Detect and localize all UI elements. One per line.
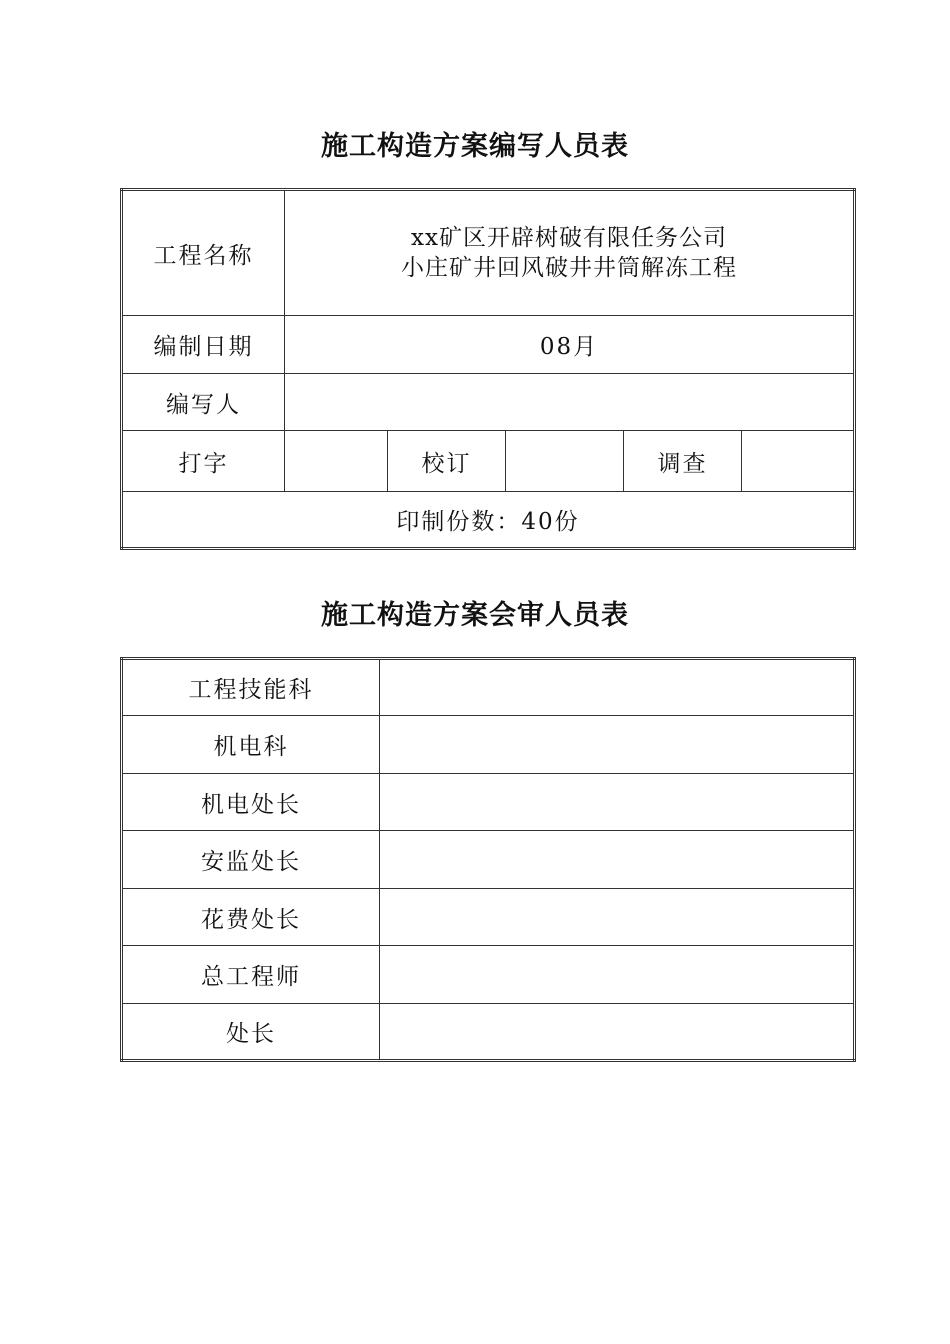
review-row-value[interactable] bbox=[380, 659, 855, 716]
review-row-label: 安监处长 bbox=[122, 831, 380, 889]
print-copies: 印制份数：40份 bbox=[122, 492, 855, 549]
review-row-label: 花费处长 bbox=[122, 889, 380, 946]
survey-value[interactable] bbox=[742, 431, 855, 492]
review-row-value[interactable] bbox=[380, 774, 855, 831]
form1-title: 施工构造方案编写人员表 bbox=[321, 131, 629, 162]
project-name-line1: xx矿区开辟树破有限任务公司 bbox=[411, 225, 727, 251]
survey-label: 调查 bbox=[624, 431, 742, 492]
compilation-personnel-table bbox=[120, 188, 856, 550]
typing-label: 打字 bbox=[122, 431, 285, 492]
project-name-cell[interactable] bbox=[285, 190, 855, 316]
proofread-value[interactable] bbox=[506, 431, 624, 492]
form2-title: 施工构造方案会审人员表 bbox=[321, 600, 629, 631]
writer-label: 编写人 bbox=[122, 374, 285, 431]
review-row-value[interactable] bbox=[380, 946, 855, 1004]
review-row-label: 总工程师 bbox=[122, 946, 380, 1004]
review-row-label: 处长 bbox=[122, 1004, 380, 1061]
compile-date-value[interactable]: 08月 bbox=[285, 316, 855, 374]
review-row-label: 机电科 bbox=[122, 716, 380, 774]
writer-value[interactable] bbox=[285, 374, 855, 431]
review-row-value[interactable] bbox=[380, 1004, 855, 1061]
proofread-label: 校订 bbox=[388, 431, 506, 492]
review-personnel-table bbox=[120, 657, 856, 1062]
review-row-label: 机电处长 bbox=[122, 774, 380, 831]
project-name-line2: 小庄矿井回风破井井筒解冻工程 bbox=[401, 255, 738, 281]
project-name-label: 工程名称 bbox=[122, 190, 285, 316]
compile-date-label: 编制日期 bbox=[122, 316, 285, 374]
review-row-value[interactable] bbox=[380, 831, 855, 889]
review-row-value[interactable] bbox=[380, 716, 855, 774]
review-row-value[interactable] bbox=[380, 889, 855, 946]
typing-value[interactable] bbox=[285, 431, 388, 492]
review-row-label: 工程技能科 bbox=[122, 659, 380, 716]
